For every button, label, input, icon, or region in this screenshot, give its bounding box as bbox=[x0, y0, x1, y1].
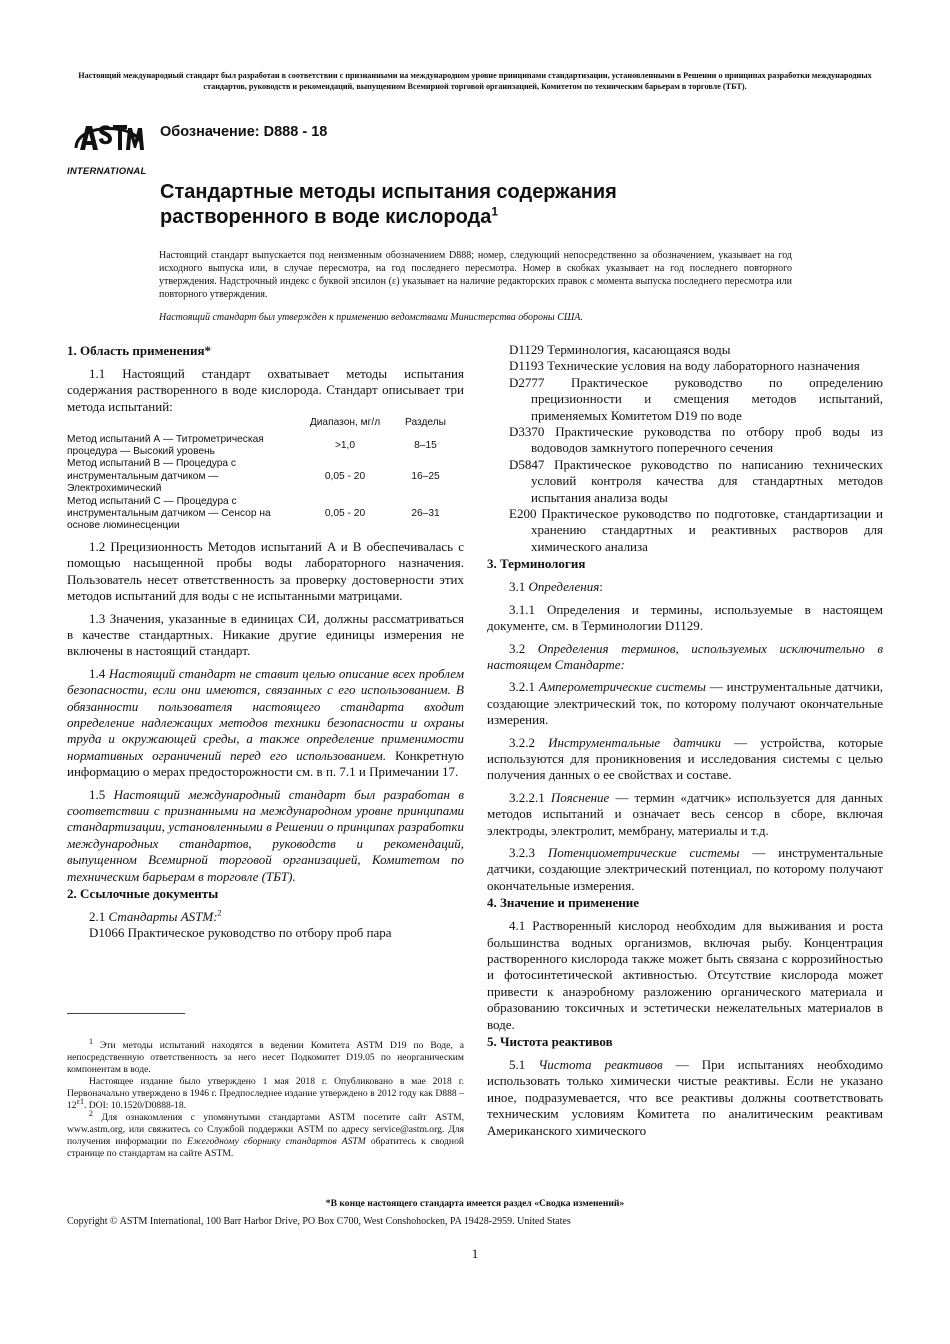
right-column bbox=[487, 342, 883, 1139]
para-4-1: 4.1 Растворенный кислород необходим для выживания и роста большинства водных организмов, включая рыбу. Концентрация растворенного кислорода также может быть связана с коррозийностью и фотосинтетической активностью. Отсутствие кислорода может привести к анаэробному разложению органического материала и образованию токсичных и эстетически нежелательных материалов в воде. bbox=[487, 918, 883, 1032]
para-5-1: 5.1 Чистота реактивов — При испытаниях необходимо использовать только химически чистые реактивы. Если не указано иное, подразумевается, что все реактивы должны соответствовать техническим условиям Комитета по аналитическим реактивам Американского химического bbox=[487, 1057, 884, 1138]
method-range: 0,05 - 20 bbox=[324, 470, 366, 482]
footnote-1: $^1$ Эти методы испытаний находятся в ведении Комитета ASTM D19 по Воде, а непосредственную ответственность за него несет Подкомитет D19.05 по неорганическим компонентам в воде. bbox=[67, 1036, 465, 1075]
page-title bbox=[160, 180, 800, 230]
para-3-1: 3.1 Определения: bbox=[509, 579, 603, 595]
ref-item: D1066 Практическое руководство по отбору проб пара bbox=[89, 925, 392, 941]
section-4-heading: 4. Значение и применение bbox=[487, 895, 640, 911]
method-sections: 8–15 bbox=[414, 439, 437, 451]
title-line-2: растворенного в воде кислорода$^1$ bbox=[160, 204, 499, 228]
ref-item: D3370 Практические руководства по отбору проб воды из водоводов замкнутого поперечного сечения bbox=[509, 424, 884, 456]
approval-note: Настоящий стандарт был утвержден к применению ведомствами Министерства обороны США. bbox=[159, 312, 583, 323]
footnote-mark-2: 2 bbox=[217, 908, 222, 918]
range-header: Диапазон, мг/л bbox=[309, 417, 381, 429]
para-1-4: 1.4 Настоящий стандарт не ставит целью описание всех проблем безопасности, если они имеются, связанных с его использованием. В обязанности пользователя настоящего стандарта входит определение надлежащих методов техники безопасности и охраны труда и окружающей среды, а также определение применимости нормативных ограничений перед его использованием. Конкретную информацию о мерах предосторожности см. в п. 7.1 и Примечании 17. bbox=[67, 665, 464, 780]
para-3-2-3: 3.2.3 Потенциометрические системы — инструментальные датчики, создающие электрический потенциал, по которому получают окончательные измерения. bbox=[487, 844, 883, 893]
method-sections: 16–25 bbox=[411, 470, 440, 482]
method-name: Метод испытаний С — Процедура с инструментальным датчиком — Сенсор на основе люминесценции bbox=[67, 495, 271, 532]
intro-paragraph: Настоящий стандарт выпускается под неизменным обозначением D888; номер, следующий непосредственно за обозначением, указывает на год исходного выпуска или, в случае пересмотра, на год последнего пересмотра. Номер в скобках указывает на год последнего повторного утверждения. Надстрочный индекс с буквой эпсилон (ε) указывает на наличие редакторских правок с момента выпуска последнего пересмотра или повторного утверждения. bbox=[159, 250, 792, 300]
para-1-3: 1.3 Значения, указанные в единицах СИ, должны рассматриваться в качестве стандартных. Никакие другие единицы измерения не включены в настоящий стандарт. bbox=[67, 610, 464, 659]
para-3-2-2-1: 3.2.2.1 Пояснение — термин «датчик» используется для данных методов испытаний и означает весь сенсор в сборе, включая электроды, электролит, мембрану, материалы и т.д. bbox=[487, 789, 884, 838]
left-column bbox=[67, 342, 464, 942]
designation: Обозначение: D888 - 18 bbox=[160, 124, 328, 140]
page-number: 1 bbox=[471, 1246, 479, 1261]
section-5-heading: 5. Чистота реактивов bbox=[487, 1034, 613, 1050]
para-3-2: 3.2 Определения терминов, используемых исключительно в настоящем Стандарте: bbox=[487, 640, 883, 672]
footnote-1b: Настоящее издание было утверждено 1 мая 2018 г. Опубликовано в мае 2018 г. Первоначально утверждено в 1946 г. Предпоследнее издание утверждено в 2012 году как D888 – 12$^{\varepsilon 1}$. DOI: 10.1520/D0888-18. bbox=[67, 1076, 464, 1111]
copyright: Copyright © ASTM International, 100 Barr Harbor Drive, PO Box C700, West Conshohocken, PA 19428-2959. United States bbox=[67, 1216, 571, 1227]
ref-item: D5847 Практическое руководство по написанию технических условий контроля качества для стандартных методов испытания анализа воды bbox=[509, 456, 884, 505]
method-name: Метод испытаний В — Процедура с инструментальным датчиком — Электрохимический bbox=[67, 458, 237, 495]
para-1-5: 1.5 Настоящий международный стандарт был разработан в соответствии с признанными на международном уровне принципами стандартизации, установленными в Решении о принципах разработки международных стандартов, руководств и рекомендаций, выпущенном Всемирной торговой организацией, Комитетом по техническим барьерам в торговле (ТБТ). bbox=[67, 786, 464, 884]
summary-of-changes-note: *В конце настоящего стандарта имеется раздел «Сводка изменений» bbox=[325, 1198, 625, 1209]
footnotes bbox=[67, 1036, 465, 1160]
para-1-1: 1.1 Настоящий стандарт охватывает методы испытания содержания растворенного в воде кислорода. Стандарт описывает три метода испытаний: bbox=[67, 366, 464, 414]
ref-item: D2777 Практическое руководство по определению прецизионности и смещения методов испытаний, применяемых Комитетом D19 по воде bbox=[509, 374, 883, 423]
table-header-row bbox=[67, 417, 464, 433]
ref-item: D1129 Терминология, касающаяся воды bbox=[509, 342, 731, 357]
table-row bbox=[67, 458, 464, 495]
table-row bbox=[67, 434, 464, 459]
method-range: 0,05 - 20 bbox=[324, 508, 366, 520]
methods-table bbox=[67, 417, 464, 533]
method-name: Метод испытаний А — Титрометрическая процедура — Высокий уровень bbox=[67, 433, 264, 458]
para-1-2: 1.2 Прецизионность Методов испытаний A и B обеспечивалась с помощью насыщенной пробы воды лабораторного назначения. Пользователь несет ответственность за проверку достоверности этих методов испытаний для воды с не испытанными матрицами. bbox=[67, 538, 464, 604]
method-range: >1,0 bbox=[334, 439, 356, 451]
sections-header: Разделы bbox=[405, 417, 446, 429]
para-3-2-2: 3.2.2 Инструментальные датчики — устройства, которые используются для проникновения и исследования системы с целью получения данных о ее свойствах и составе. bbox=[487, 734, 883, 783]
para-2-1: 2.1 Стандарты ASTM:$^2$ bbox=[89, 908, 222, 924]
para-3-2-1: 3.2.1 Амперометрические системы — инструментальные датчики, создающие электрический ток, по которому получают окончательные измерения. bbox=[487, 679, 884, 728]
ref-item: D1193 Технические условия на воду лабораторного назначения bbox=[509, 358, 860, 374]
ref-item: E200 Практическое руководство по подготовке, стандартизации и хранению стандартных и реактивных растворов для химического анализа bbox=[509, 506, 883, 554]
table-row bbox=[67, 496, 464, 533]
top-notice: Настоящий международный стандарт был разработан в соответствии с признанными на международном уровне принципами стандартизации, установленными в Решении о принципах разработки международных стандартов, руководств и рекомендаций, выпущенном Всемирной торговой организацией, Комитетом по техническим барьерам в торговле (ТБТ). bbox=[78, 71, 872, 91]
logo-subtext: INTERNATIONAL bbox=[67, 166, 147, 177]
title-line-1: Стандартные методы испытания содержания bbox=[160, 181, 617, 203]
section-1-heading: 1. Область применения* bbox=[67, 343, 211, 358]
footnote-2: $^2$ Для ознакомления с упомянутыми стандартами ASTM посетите сайт ASTM, www.astm.org, или свяжитесь со Службой поддержки ASTM по адресу service@astm.org. Для получения информации по Ежегодному сборнику стандартов ASTM обратитесь к сводной странице по стандартам на сайте ASTM. bbox=[67, 1108, 464, 1159]
section-2-heading: 2. Ссылочные документы bbox=[67, 886, 219, 901]
title-footnote-mark: 1 bbox=[491, 204, 499, 219]
method-sections: 26–31 bbox=[411, 508, 440, 520]
para-3-1-1: 3.1.1 Определения и термины, используемые в настоящем документе, см. в Терминологии D1129. bbox=[487, 601, 883, 634]
section-3-heading: 3. Терминология bbox=[487, 556, 586, 572]
footnote-divider bbox=[67, 1013, 185, 1014]
